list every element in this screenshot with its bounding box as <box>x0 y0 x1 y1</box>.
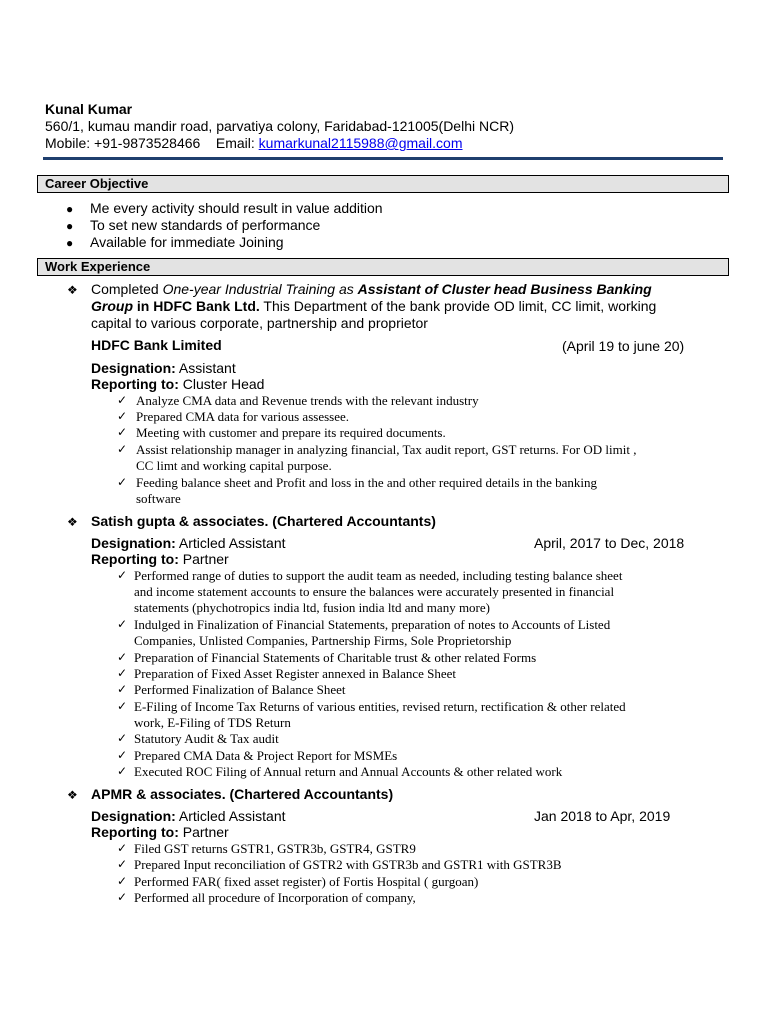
satish-duty-cont: work, E-Filing of TDS Return <box>134 715 291 730</box>
satish-company: Satish gupta & associates. (Chartered Accountants) <box>91 513 436 529</box>
satish-duty: Performed range of duties to support the audit team as needed, including testing balance sheet <box>134 568 623 583</box>
checkmark-icon: ✓ <box>117 890 128 904</box>
hdfc-reporting: Reporting to: Cluster Head <box>91 376 265 392</box>
satish-reporting: Reporting to: Partner <box>91 551 229 567</box>
checkmark-icon: ✓ <box>117 475 128 489</box>
work-experience-heading: Work Experience <box>37 258 729 276</box>
satish-duty-cont: and income statement accounts to ensure the balances were accurately presented in financial <box>134 584 615 599</box>
bullet-icon: ● <box>66 202 74 216</box>
hdfc-intro-line1: Completed One-year Industrial Training as Assistant of Cluster head Business Banking <box>91 281 652 297</box>
career-item: Me every activity should result in value addition <box>90 200 383 216</box>
bullet-icon: ● <box>66 219 74 233</box>
apmr-company: APMR & associates. (Chartered Accountants) <box>91 786 394 802</box>
satish-duty-cont: statements (phychotropics india ltd, fusion india ltd and many more) <box>134 600 490 615</box>
checkmark-icon: ✓ <box>117 748 128 762</box>
bullet-icon: ● <box>66 236 74 250</box>
checkmark-icon: ✓ <box>117 857 128 871</box>
checkmark-icon: ✓ <box>117 393 128 407</box>
mobile-number: +91-9873528466 <box>94 135 201 151</box>
satish-duty: Prepared CMA Data & Project Report for MSMEs <box>134 748 398 763</box>
hdfc-duty: Prepared CMA data for various assessee. <box>136 409 349 424</box>
email-label: Email: <box>215 135 255 151</box>
mobile-label: Mobile: <box>45 135 91 151</box>
contact-line <box>45 135 514 152</box>
hdfc-designation: Designation: Assistant <box>91 360 236 376</box>
candidate-name: Kunal Kumar <box>45 101 133 117</box>
checkmark-icon: ✓ <box>117 442 128 456</box>
hdfc-duty: Feeding balance sheet and Profit and loss in the and other required details in the banking <box>136 475 598 490</box>
checkmark-icon: ✓ <box>117 682 128 696</box>
checkmark-icon: ✓ <box>117 874 128 888</box>
hdfc-intro-line2: Group in HDFC Bank Ltd. This Department of the bank provide OD limit, CC limit, working <box>91 298 657 314</box>
satish-duty-cont: Companies, Unlisted Companies, Partnership Firms, Sole Proprietorship <box>134 633 512 648</box>
checkmark-icon: ✓ <box>117 409 128 423</box>
career-objective-heading: Career Objective <box>37 175 729 193</box>
career-item: Available for immediate Joining <box>90 234 284 250</box>
satish-designation: Designation: Articled Assistant <box>91 535 286 551</box>
diamond-bullet-icon: ❖ <box>67 515 78 529</box>
checkmark-icon: ✓ <box>117 568 128 582</box>
apmr-duty: Performed FAR( fixed asset register) of Fortis Hospital ( gurgoan) <box>134 874 479 889</box>
apmr-period: Jan 2018 to Apr, 2019 <box>534 808 671 824</box>
address: 560/1, kumau mandir road, parvatiya colony, Faridabad-121005(Delhi NCR) <box>45 118 514 134</box>
hdfc-period: (April 19 to june 20) <box>562 338 685 354</box>
apmr-duty: Prepared Input reconciliation of GSTR2 with GSTR3b and GSTR1 with GSTR3B <box>134 857 562 872</box>
diamond-bullet-icon: ❖ <box>67 788 78 802</box>
checkmark-icon: ✓ <box>117 731 128 745</box>
hdfc-company: HDFC Bank Limited <box>91 337 222 353</box>
apmr-duty: Filed GST returns GSTR1, GSTR3b, GSTR4, GSTR9 <box>134 841 416 856</box>
hdfc-intro-line3: capital to various corporate, partnership and proprietor <box>91 315 428 331</box>
contact-header <box>45 101 514 152</box>
satish-duty: Performed Finalization of Balance Sheet <box>134 682 346 697</box>
hdfc-duty-cont: software <box>136 491 181 506</box>
checkmark-icon: ✓ <box>117 425 128 439</box>
email-link[interactable]: kumarkunal2115988@gmail.com <box>258 135 463 151</box>
satish-duty: Indulged in Finalization of Financial Statements, preparation of notes to Accounts of Listed <box>134 617 611 632</box>
hdfc-duty: Analyze CMA data and Revenue trends with the relevant industry <box>136 393 479 408</box>
checkmark-icon: ✓ <box>117 650 128 664</box>
hdfc-duty: Assist relationship manager in analyzing financial, Tax audit report, GST returns. For OD limit , <box>136 442 637 457</box>
satish-period: April, 2017 to Dec, 2018 <box>534 535 685 551</box>
apmr-duty: Performed all procedure of Incorporation of company, <box>134 890 416 905</box>
checkmark-icon: ✓ <box>117 617 128 631</box>
checkmark-icon: ✓ <box>117 841 128 855</box>
satish-duty: Preparation of Fixed Asset Register annexed in Balance Sheet <box>134 666 457 681</box>
satish-duty: Statutory Audit & Tax audit <box>134 731 279 746</box>
apmr-designation: Designation: Articled Assistant <box>91 808 286 824</box>
career-item: To set new standards of performance <box>90 217 321 233</box>
hdfc-duty: Meeting with customer and prepare its required documents. <box>136 425 446 440</box>
satish-duty: Executed ROC Filing of Annual return and Annual Accounts & other related work <box>134 764 563 779</box>
satish-duty: E-Filing of Income Tax Returns of various entities, revised return, rectification & other related <box>134 699 626 714</box>
header-divider <box>43 157 723 160</box>
satish-duty: Preparation of Financial Statements of Charitable trust & other related Forms <box>134 650 537 665</box>
checkmark-icon: ✓ <box>117 764 128 778</box>
checkmark-icon: ✓ <box>117 699 128 713</box>
apmr-reporting: Reporting to: Partner <box>91 824 229 840</box>
checkmark-icon: ✓ <box>117 666 128 680</box>
diamond-bullet-icon: ❖ <box>67 283 78 297</box>
hdfc-duty-cont: CC limt and working capital purpose. <box>136 458 332 473</box>
